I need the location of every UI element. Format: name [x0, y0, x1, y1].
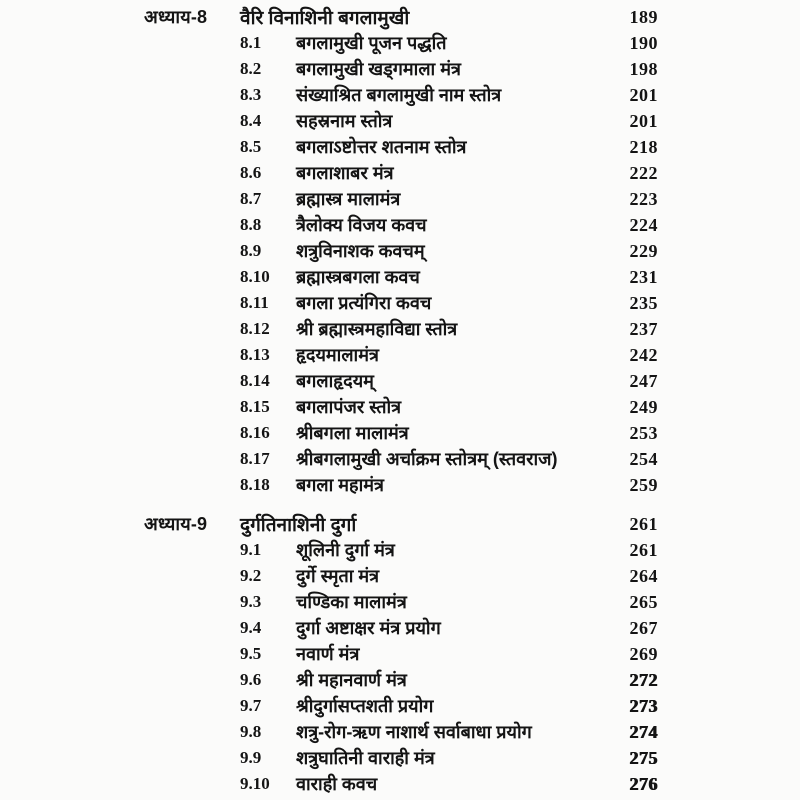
- item-number: 9.5: [240, 644, 262, 663]
- item-title: शूलिनी दुर्गा मंत्र: [296, 540, 395, 560]
- item-page-number: 242: [629, 344, 658, 365]
- item-number: 8.2: [240, 59, 262, 78]
- toc-item-row: [144, 641, 658, 667]
- item-number: 9.1: [240, 540, 262, 559]
- item-page-number: 237: [629, 318, 658, 339]
- toc-item-row: [144, 472, 658, 498]
- item-page-number: 231: [629, 266, 658, 287]
- chapter-heading-row: [144, 4, 658, 30]
- item-page-number: 247: [629, 370, 658, 391]
- item-page-number: 201: [629, 84, 658, 105]
- item-title: शत्रु-रोग-ऋण नाशार्थ सर्वाबाधा प्रयोग: [296, 722, 532, 742]
- toc-item-row: [144, 420, 658, 446]
- item-number: 8.16: [240, 423, 270, 442]
- toc-item-row: [144, 134, 658, 160]
- item-page-number: 265: [629, 591, 658, 612]
- item-title: नवार्ण मंत्र: [296, 644, 360, 664]
- item-title: श्रीदुर्गासप्तशती प्रयोग: [296, 696, 434, 716]
- item-title: चण्डिका मालामंत्र: [296, 592, 407, 612]
- item-number: 8.14: [240, 371, 270, 390]
- toc-item-row: [144, 394, 658, 420]
- item-page-number: 267: [629, 617, 658, 638]
- item-page-number: 249: [629, 396, 658, 417]
- toc-item-row: [144, 667, 658, 693]
- item-title: संख्याश्रित बगलामुखी नाम स्तोत्र: [296, 85, 502, 105]
- toc-item-row: [144, 108, 658, 134]
- item-number: 8.17: [240, 449, 270, 468]
- toc-item-row: [144, 238, 658, 264]
- item-number: 8.10: [240, 267, 270, 286]
- item-number: 8.11: [240, 293, 269, 312]
- item-page-number: 264: [629, 565, 658, 586]
- item-page-number: 275: [629, 747, 658, 768]
- item-number: 8.6: [240, 163, 262, 182]
- item-number: 9.3: [240, 592, 262, 611]
- item-page-number: 222: [629, 162, 658, 183]
- item-page-number: 235: [629, 292, 658, 313]
- item-title: दुर्गा अष्टाक्षर मंत्र प्रयोग: [296, 618, 441, 638]
- toc-item-row: [144, 56, 658, 82]
- item-title: श्रीबगलामुखी अर्चाक्रम स्तोत्रम् (स्तवराज): [296, 449, 558, 469]
- chapter-heading-row: [144, 511, 658, 537]
- chapter-title: वैरि विनाशिनी बगलामुखी: [240, 8, 410, 29]
- item-page-number: 254: [629, 448, 658, 469]
- item-page-number: 201: [629, 110, 658, 131]
- toc-item-row: [144, 82, 658, 108]
- item-page-number: 224: [629, 214, 658, 235]
- item-title: ब्रह्मास्त्रबगला कवच: [296, 267, 420, 287]
- item-title: श्रीबगला मालामंत्र: [296, 423, 409, 443]
- toc-item-row: [144, 368, 658, 394]
- item-number: 9.9: [240, 748, 262, 767]
- item-page-number: 261: [629, 539, 658, 560]
- item-title: दुर्गे स्मृता मंत्र: [296, 566, 380, 586]
- item-number: 9.8: [240, 722, 262, 741]
- item-number: 9.7: [240, 696, 262, 715]
- chapter-title: दुर्गतिनाशिनी दुर्गा: [240, 515, 357, 536]
- item-number: 8.1: [240, 33, 262, 52]
- item-title: बगलापंजर स्तोत्र: [296, 397, 402, 417]
- item-title: हृदयमालामंत्र: [296, 345, 379, 365]
- toc-item-row: [144, 212, 658, 238]
- item-number: 8.18: [240, 475, 270, 494]
- item-title: बगलाशाबर मंत्र: [296, 163, 394, 183]
- toc-section: [144, 511, 658, 797]
- toc-item-row: [144, 160, 658, 186]
- chapter-label: अध्याय-9: [144, 514, 208, 534]
- item-title: श्री ब्रह्मास्त्रमहाविद्या स्तोत्र: [296, 319, 458, 339]
- toc-item-row: [144, 745, 658, 771]
- item-number: 9.6: [240, 670, 262, 689]
- item-number: 8.13: [240, 345, 270, 364]
- toc-item-row: [144, 186, 658, 212]
- toc-section: [144, 4, 658, 498]
- toc-item-row: [144, 615, 658, 641]
- item-title: त्रैलोक्य विजय कवच: [296, 215, 427, 235]
- item-title: श्री महानवार्ण मंत्र: [296, 670, 407, 690]
- chapter-label: अध्याय-8: [144, 7, 208, 27]
- item-number: 8.9: [240, 241, 262, 260]
- toc-item-row: [144, 563, 658, 589]
- item-number: 8.15: [240, 397, 270, 416]
- toc-item-row: [144, 30, 658, 56]
- toc-item-row: [144, 290, 658, 316]
- toc-item-row: [144, 771, 658, 797]
- item-title: बगला महामंत्र: [296, 475, 384, 495]
- item-number: 9.10: [240, 774, 270, 793]
- item-title: बगलामुखी खड्गमाला मंत्र: [296, 59, 461, 79]
- toc-item-row: [144, 537, 658, 563]
- item-page-number: 276: [629, 773, 658, 794]
- item-number: 8.4: [240, 111, 262, 130]
- item-page-number: 218: [629, 136, 658, 157]
- item-title: ब्रह्मास्त्र मालामंत्र: [296, 189, 401, 209]
- toc-item-row: [144, 342, 658, 368]
- item-page-number: 190: [629, 32, 658, 53]
- item-title: शत्रुघातिनी वाराही मंत्र: [296, 748, 435, 768]
- item-number: 9.2: [240, 566, 262, 585]
- toc-item-row: [144, 316, 658, 342]
- item-title: वाराही कवच: [296, 774, 378, 794]
- item-page-number: 229: [629, 240, 658, 261]
- item-page-number: 273: [629, 695, 658, 716]
- item-number: 8.8: [240, 215, 262, 234]
- item-title: सहस्रनाम स्तोत्र: [296, 111, 393, 131]
- chapter-page-number: 189: [629, 6, 658, 27]
- item-number: 8.5: [240, 137, 262, 156]
- item-number: 8.7: [240, 189, 262, 208]
- item-page-number: 223: [629, 188, 658, 209]
- item-title: बगला प्रत्यंगिरा कवच: [296, 293, 432, 313]
- item-page-number: 274: [629, 721, 658, 742]
- toc-item-row: [144, 719, 658, 745]
- item-title: बगलाहृदयम्: [296, 371, 374, 391]
- item-number: 8.12: [240, 319, 270, 338]
- item-page-number: 272: [629, 669, 658, 690]
- toc-item-row: [144, 446, 658, 472]
- item-page-number: 198: [629, 58, 658, 79]
- item-page-number: 259: [629, 474, 658, 495]
- item-number: 8.3: [240, 85, 262, 104]
- item-number: 9.4: [240, 618, 262, 637]
- item-page-number: 269: [629, 643, 658, 664]
- toc-item-row: [144, 589, 658, 615]
- chapter-page-number: 261: [629, 513, 658, 534]
- item-title: शत्रुविनाशक कवचम्: [296, 241, 425, 261]
- item-title: बगलाऽष्टोत्तर शतनाम स्तोत्र: [296, 137, 467, 157]
- toc-item-row: [144, 693, 658, 719]
- item-title: बगलामुखी पूजन पद्धति: [296, 33, 447, 53]
- toc-item-row: [144, 264, 658, 290]
- item-page-number: 253: [629, 422, 658, 443]
